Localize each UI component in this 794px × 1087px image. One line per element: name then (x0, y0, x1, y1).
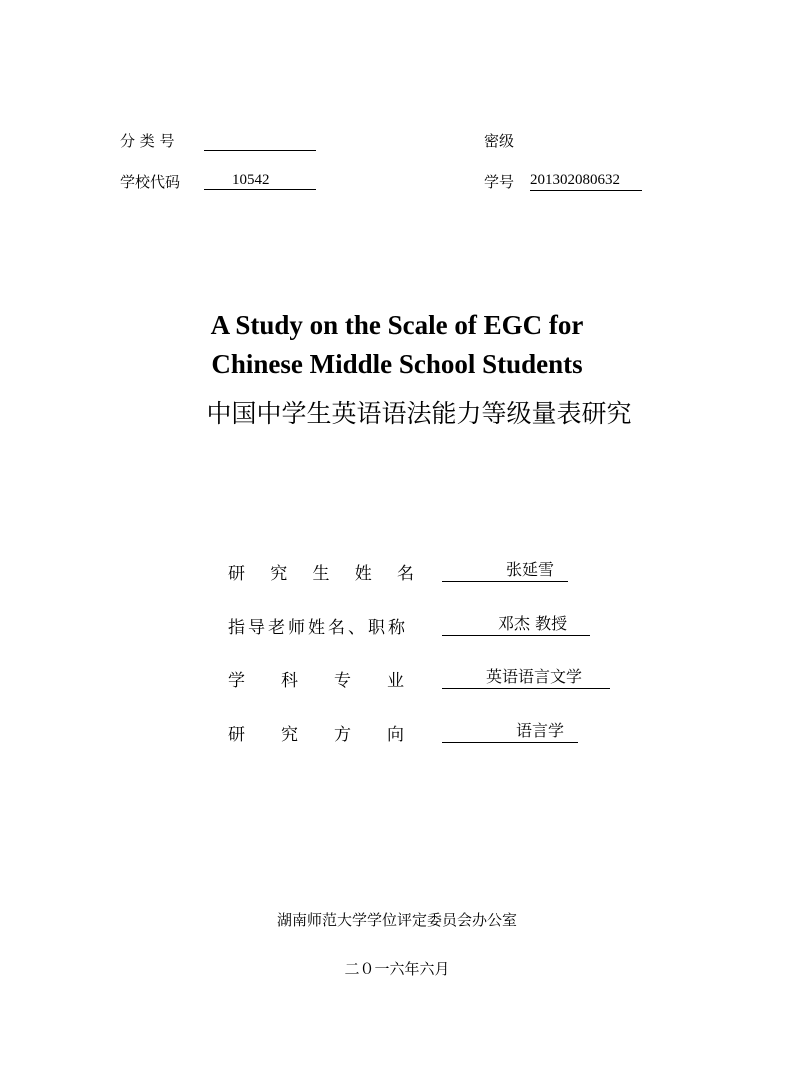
label-char: 生 (312, 564, 330, 584)
label-char: 业 (387, 671, 404, 691)
student-name-label (228, 559, 414, 584)
label-char: 名 (397, 564, 414, 584)
major-value: 英语语言文学 (442, 665, 610, 689)
label-char: 方 (334, 725, 351, 745)
label-char: 姓 (354, 564, 372, 584)
label-char: 研 (228, 564, 245, 584)
label-char: 究 (270, 564, 288, 584)
title-english-line-2: Chinese Middle School Students (211, 349, 583, 379)
title-english-line-1: A Study on the Scale of EGC for (210, 310, 584, 340)
advisor-label: 指导老师姓名、职称 (228, 618, 408, 638)
school-code-label: 学校代码 (120, 173, 181, 191)
label-char: 究 (281, 725, 298, 745)
classification-label: 分 类 号 (120, 132, 175, 150)
school-code-field: 10542 (204, 170, 316, 190)
title-chinese: 中国中学生英语语法能力等级量表研究 (206, 399, 632, 428)
label-char: 向 (387, 725, 404, 745)
research-direction-label (228, 720, 404, 745)
student-name-value: 张延雪 (442, 558, 568, 582)
classification-field (204, 130, 316, 151)
label-char: 学 (228, 671, 245, 691)
document-date: 二０一六年六月 (344, 960, 450, 978)
label-char: 专 (334, 671, 351, 691)
student-id-label: 学号 (484, 173, 515, 191)
major-label (228, 666, 404, 691)
student-id-field: 201302080632 (530, 170, 642, 191)
label-char: 科 (281, 671, 298, 691)
advisor-value: 邓杰 教授 (442, 612, 590, 636)
research-direction-value: 语言学 (442, 719, 578, 743)
security-label: 密级 (484, 132, 515, 150)
label-char: 研 (228, 725, 245, 745)
issuing-office: 湖南师范大学学位评定委员会办公室 (276, 911, 517, 929)
